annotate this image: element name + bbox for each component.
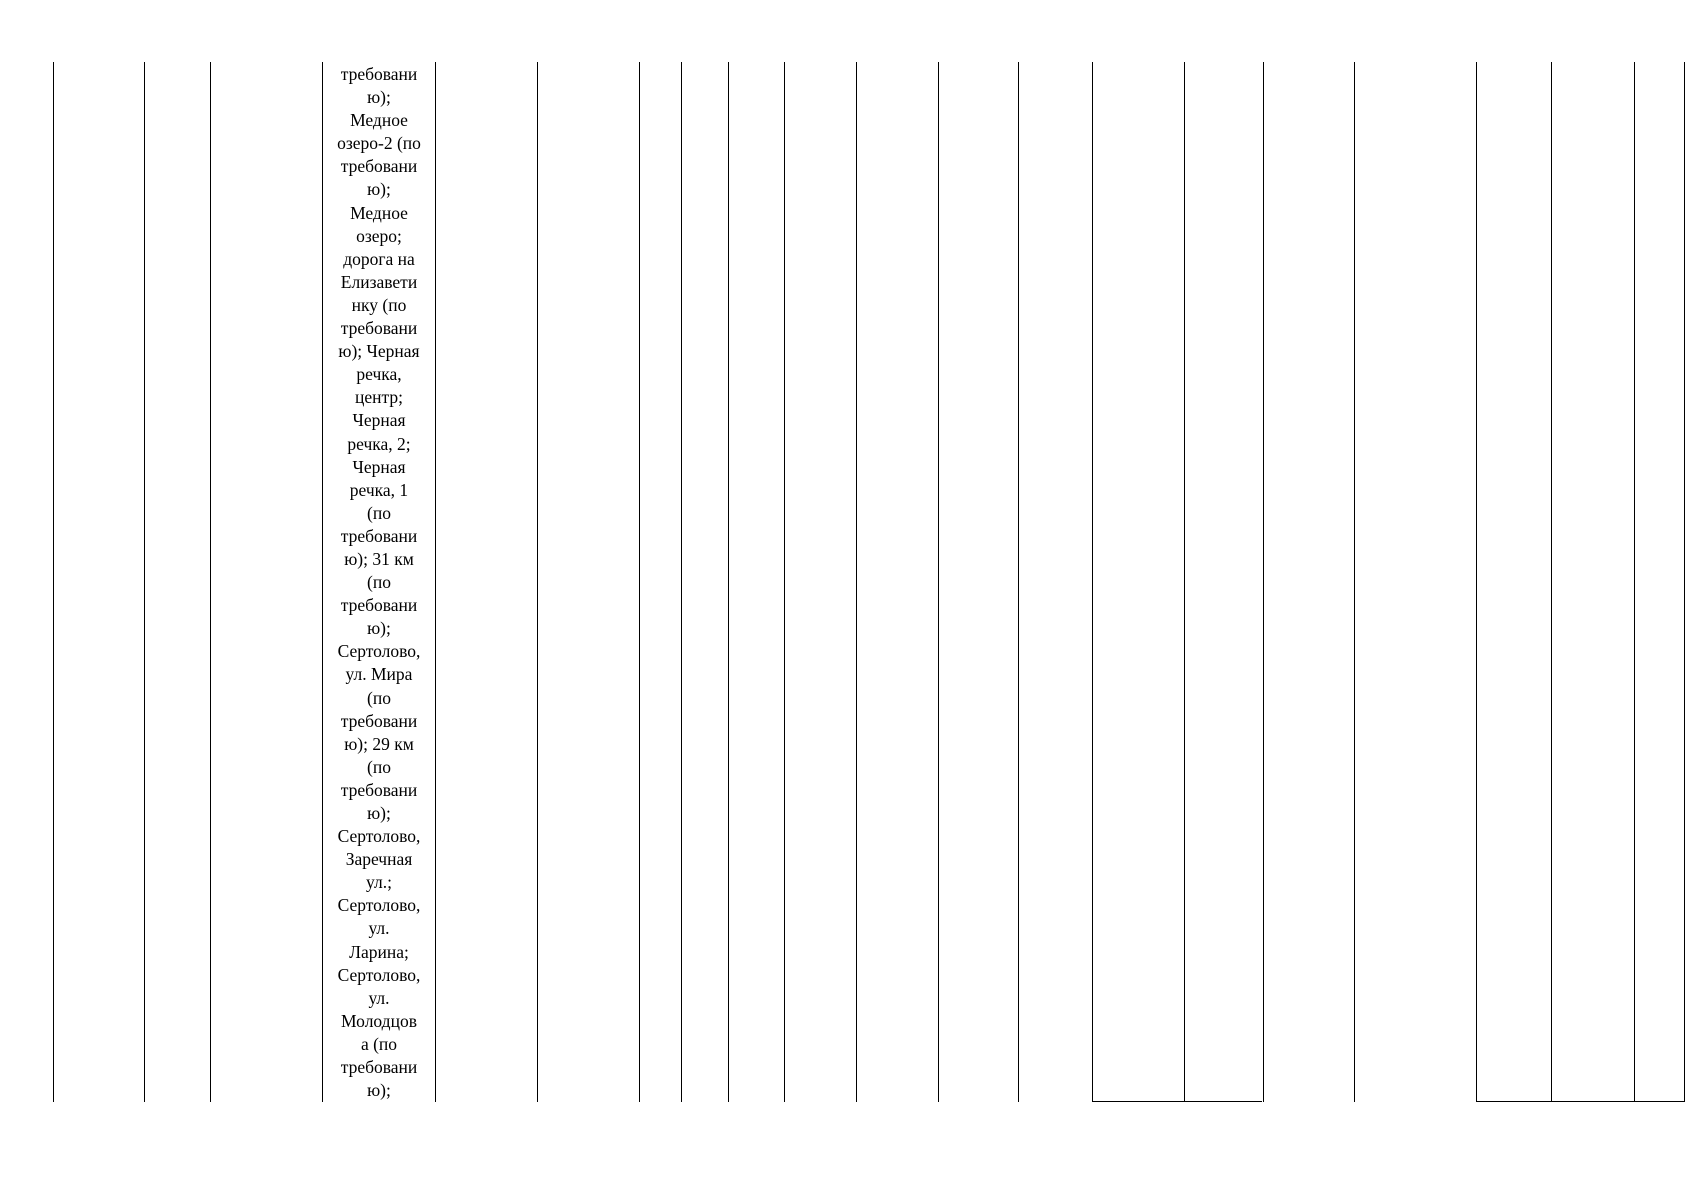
column-rule (1476, 62, 1477, 1102)
cell-line: Черная (352, 410, 406, 431)
cell-line: ю); (367, 803, 391, 823)
cell-line: (по (367, 502, 391, 523)
cell-line: Сертолово, (337, 964, 421, 985)
cell-line: Медное (350, 202, 408, 223)
route-stops-cell (323, 63, 435, 1102)
cell-line: (по (367, 572, 391, 593)
cell-line: Ларина; (349, 941, 409, 962)
cell-line: требовани (340, 156, 418, 177)
cell-line: требовани (340, 1057, 418, 1078)
column-rule (435, 62, 436, 1102)
column-rule (53, 62, 54, 1102)
cell-line: ул.; (366, 872, 392, 893)
cell-line: требовани (340, 595, 418, 616)
column-rule (537, 62, 538, 1102)
cell-line: ю); (367, 87, 391, 108)
cell-line: речка, 1 (349, 479, 409, 500)
cell-line: требовани (340, 525, 418, 546)
cell-line: Заречная (345, 849, 413, 870)
cell-line: требовани (340, 318, 418, 339)
column-rule (1684, 62, 1685, 1102)
cell-line: а (по (360, 1033, 398, 1054)
cell-line: ю); (367, 1080, 391, 1101)
cell-line: речка, 2; (347, 433, 411, 454)
cell-line: требовани (340, 710, 418, 731)
column-rule (144, 62, 145, 1102)
cell-line: ю); (367, 179, 391, 200)
cell-line: озеро-2 (по (337, 133, 421, 154)
cell-line: ю); Черная (338, 341, 420, 362)
column-rule (728, 62, 729, 1102)
cell-line: Сертолово, (337, 641, 421, 662)
cell-line: нку (по (351, 294, 407, 315)
cell-line: дорога на (343, 248, 415, 269)
column-rule (1551, 62, 1552, 1102)
column-rule (784, 62, 785, 1102)
cell-line: ул. (368, 918, 390, 939)
cell-line: Елизавети (340, 271, 418, 292)
cell-line: ул. (368, 987, 390, 1008)
cell-line: центр; (355, 387, 403, 408)
column-rule (1354, 62, 1355, 1102)
cell-bottom-rule (1476, 1101, 1684, 1102)
column-rule (856, 62, 857, 1102)
cell-line: ю); 31 км (344, 548, 414, 569)
cell-line: Медное (350, 110, 408, 131)
cell-line: речка, (356, 364, 402, 385)
cell-line: ю); (367, 618, 391, 639)
cell-line: ю); 29 км (344, 733, 414, 754)
column-rule (1018, 62, 1019, 1102)
column-rule (639, 62, 640, 1102)
cell-line: (по (367, 687, 391, 708)
column-rule (1263, 62, 1264, 1102)
column-rule (1184, 62, 1185, 1102)
cell-line: Сертолово, (337, 826, 421, 847)
cell-line: озеро; (356, 225, 402, 246)
column-rule (938, 62, 939, 1102)
cell-line: Сертолово, (337, 895, 421, 916)
cell-bottom-rule (1092, 1101, 1262, 1102)
column-rule (681, 62, 682, 1102)
cell-line: ул. Мира (345, 664, 413, 685)
column-rule (1634, 62, 1635, 1102)
column-rule (1092, 62, 1093, 1102)
cell-line: требовани (340, 779, 418, 800)
cell-line: требовани (340, 64, 418, 84)
cell-line: (по (367, 756, 391, 777)
cell-line: Молодцов (341, 1010, 417, 1031)
column-rule (210, 62, 211, 1102)
cell-line: Черная (352, 456, 406, 477)
